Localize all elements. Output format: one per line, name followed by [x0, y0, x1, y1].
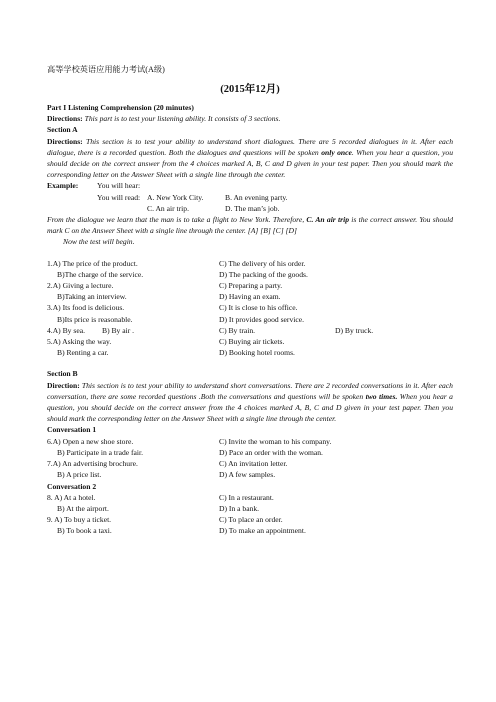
test-begin-note: Now the test will begin. [63, 237, 135, 247]
question-row [47, 458, 453, 469]
example-hear-row [47, 180, 453, 191]
choice-d: D) A few samples. [219, 470, 276, 480]
sectionA-directions-post: . When you hear a question, you should decide on the correct answer from the 4 choices marked A, B, C and D given in your test paper. Then you should mark the corresponding letter on the Answer Sheet with a single line through the center. [47, 147, 453, 180]
example-read-row-2 [47, 203, 453, 214]
sectionB-directions-bold: two times. [365, 391, 398, 401]
choice-c: C) It is close to his office. [219, 303, 298, 313]
choice-d: D) By truck. [335, 325, 374, 335]
question-row [47, 525, 453, 536]
example-explain-bold: C. An air trip [306, 215, 350, 225]
choice-d: D) The packing of the goods. [219, 269, 308, 279]
choice-c: C) Buying air tickets. [219, 337, 285, 347]
example-choice-b: B. An evening party. [225, 192, 288, 202]
question-row-4 [47, 325, 453, 336]
question-row [47, 436, 453, 447]
choice-d: D) To make an appointment. [219, 526, 306, 536]
choice-a: 5.A) Asking the way. [47, 337, 112, 347]
example-explanation [47, 214, 453, 236]
sectionB-directions-post: When you hear a question, you should decide on the correct answer from the 4 choices marked A, B, C and D given in your test paper. Then you should mark the corresponding letter on the Answer Sheet with a single line through the center. [47, 391, 453, 424]
question-row [47, 347, 453, 358]
choice-b: B) A price list. [57, 470, 102, 480]
conversation1-title: Conversation 1 [47, 425, 97, 435]
example-choice-a: A. New York City. [147, 192, 204, 202]
question-row [47, 280, 453, 291]
example-hear: You will hear: [97, 181, 141, 191]
choice-c: C) In a restaurant. [219, 492, 274, 502]
example-explain-pre: From the dialogue we learn that the man is to take a flight to New York. Therefore, [47, 215, 307, 225]
question-row [47, 469, 453, 480]
choice-b: B) To book a taxi. [57, 526, 112, 536]
example-label: Example: [47, 181, 79, 191]
choice-d: D) Pace an order with the woman. [219, 447, 323, 457]
choice-b: B)The charge of the service. [57, 269, 144, 279]
example-read: You will read: [97, 192, 141, 202]
sectionB-directions-pre: This section is to test your ability to understand short conversations. There are 2 recorded conversations in it. After each conversation, there are some recorded questions .Both the conversations and questions will be spoken [47, 380, 453, 401]
choice-b: B) Participate in a trade fair. [57, 447, 144, 457]
choice-a: 3.A) Its food is delicious. [47, 303, 125, 313]
sectionA-title: Section A [47, 125, 78, 135]
choice-c: C) An invitation letter. [219, 459, 288, 469]
part1-directions [47, 113, 453, 124]
sectionB-directions [47, 380, 453, 425]
part1-title: Part I Listening Comprehension (20 minutes) [47, 103, 194, 112]
choice-b: B)Its price is reasonable. [57, 314, 133, 324]
question-row [47, 514, 453, 525]
part1-directions-text: This part is to test your listening ability. It consists of 3 sections. [84, 114, 281, 124]
question-row [47, 314, 453, 325]
question-row [47, 291, 453, 302]
choice-c: C) By train. [219, 325, 256, 335]
question-row [47, 302, 453, 313]
sectionA-directions-bold: only once [321, 147, 352, 157]
choice-c: C) The delivery of his order. [219, 258, 306, 268]
choice-d: D) In a bank. [219, 503, 260, 513]
choice-a: 9. A) To buy a ticket. [47, 515, 112, 525]
example-explain-post: is the correct answer. You should mark C on the Answer Sheet with a single line through the center. [A] [B] [C] [D] [47, 215, 454, 236]
choice-b: B)Taking an interview. [57, 292, 127, 302]
choice-d: D) Having an exam. [219, 292, 281, 302]
question-row [47, 492, 453, 503]
part1-directions-label: Directions: [47, 114, 83, 124]
choice-a: 8. A) At a hotel. [47, 492, 96, 502]
choice-a: 2.A) Giving a lecture. [47, 281, 114, 291]
choice-a: 4.A) By sea. [47, 325, 85, 335]
choice-c: C) Invite the woman to his company. [219, 436, 332, 446]
document-body [47, 102, 453, 537]
question-row [47, 336, 453, 347]
conversation2-title: Conversation 2 [47, 481, 97, 491]
choice-c: C) To place an order. [219, 515, 283, 525]
choice-a: 1.A) The price of the product. [47, 258, 138, 268]
sectionA-questions [47, 258, 453, 359]
question-row [47, 258, 453, 269]
choice-b: B) At the airport. [57, 503, 109, 513]
sectionA-directions-label: Directions: [47, 136, 83, 146]
question-row [47, 447, 453, 458]
sectionB-title: Section B [47, 369, 78, 379]
example-choice-c: C. An air trip. [147, 203, 189, 213]
exam-date: (2015年12月) [220, 84, 280, 95]
sectionB-directions-label: Direction: [47, 380, 80, 390]
sectionA-directions [47, 136, 453, 181]
question-row [47, 269, 453, 280]
example-read-row [47, 192, 453, 203]
choice-b: B) Renting a car. [57, 348, 109, 358]
example-choice-d: D. The man’s job. [225, 203, 280, 213]
choice-d: D) Booking hotel rooms. [219, 348, 295, 358]
question-row [47, 503, 453, 514]
exam-title: 高等学校英语应用能力考试(A级) [47, 65, 165, 74]
choice-c: C) Preparing a party. [219, 281, 283, 291]
sectionA-directions-pre: This section is to test your ability to understand short dialogues. There are 5 recorded dialogues in it. After each dialogue, there is a recorded question. Both the dialogues and questions will be spoken [47, 136, 453, 157]
choice-a: 6.A) Open a new shoe store. [47, 436, 134, 446]
choice-b: B) By air . [102, 325, 135, 335]
choice-d: D) It provides good service. [219, 314, 304, 324]
choice-a: 7.A) An advertising brochure. [47, 459, 138, 469]
